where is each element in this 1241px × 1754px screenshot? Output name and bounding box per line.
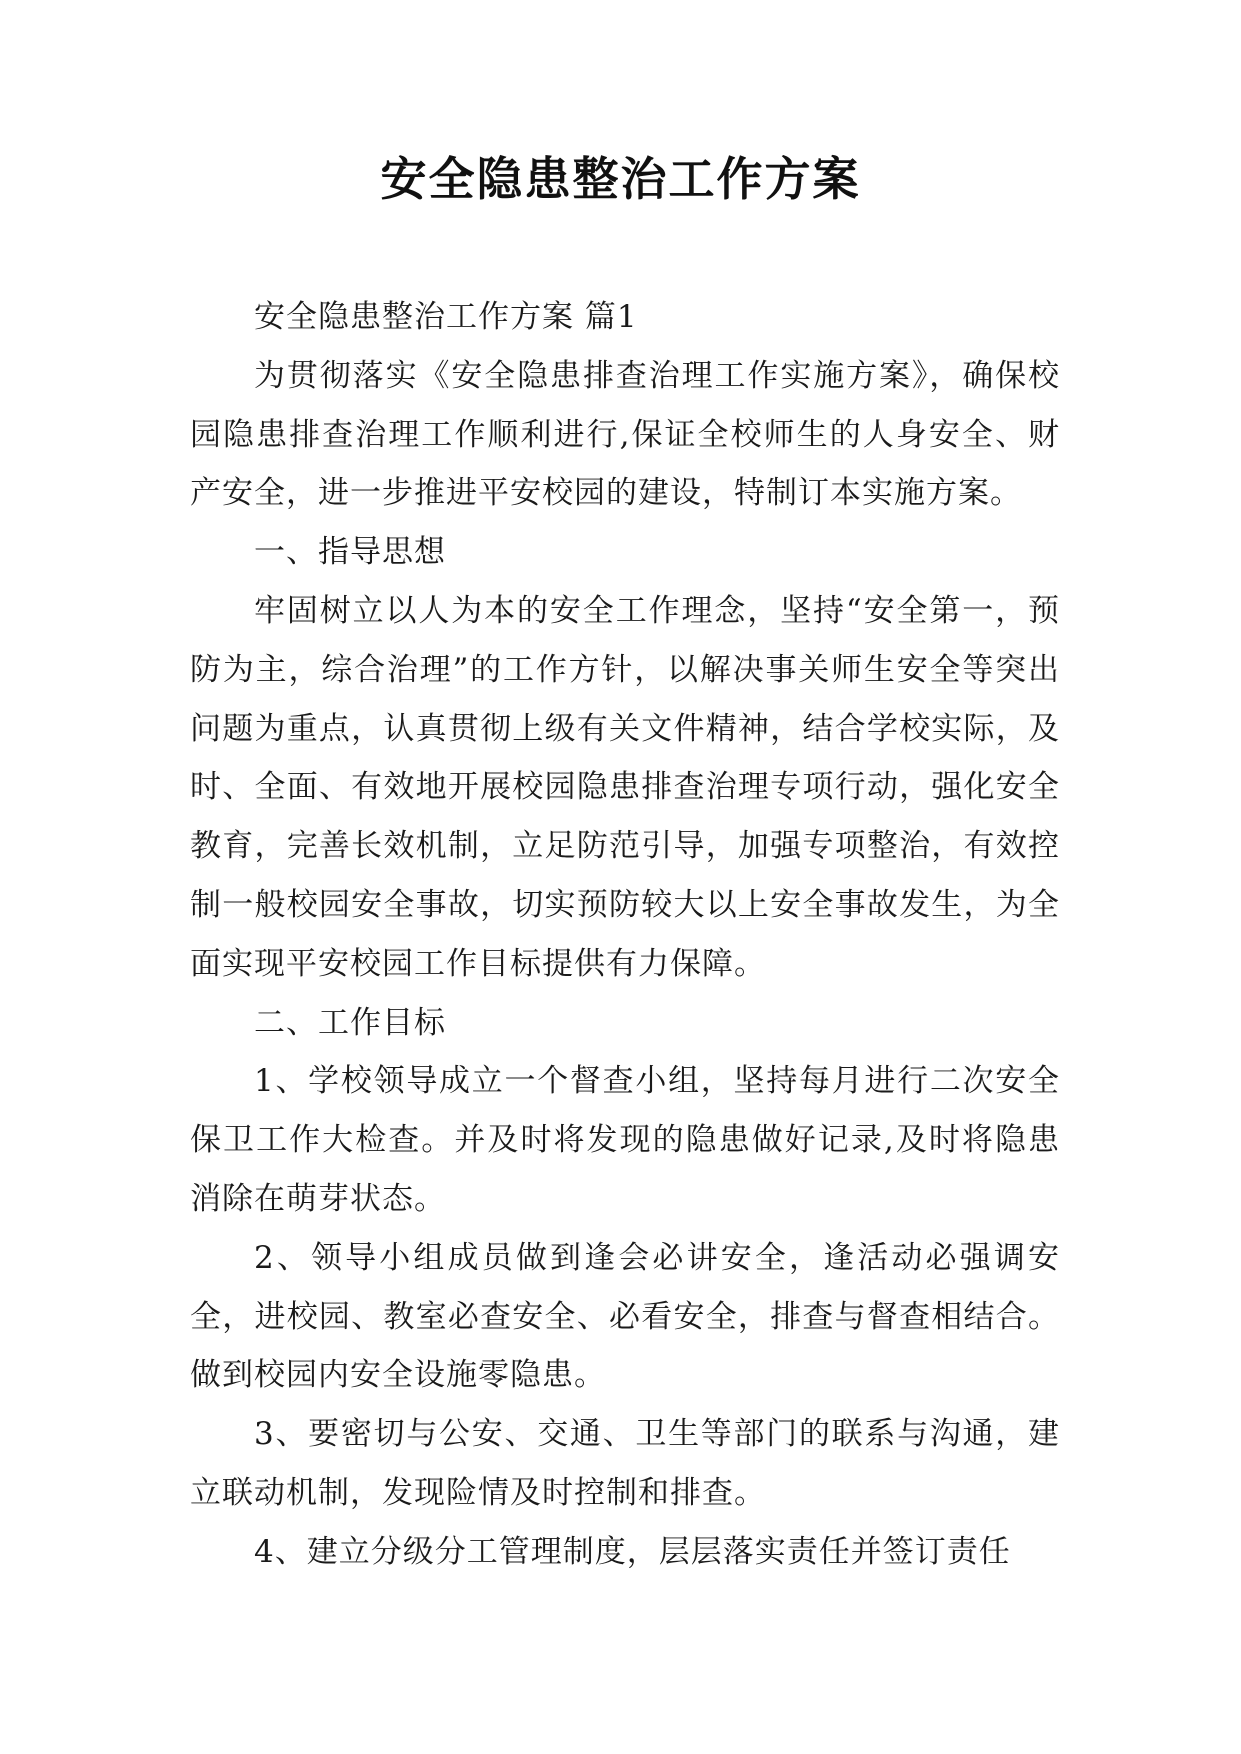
guiding-thought-paragraph: 牢固树立以人为本的安全工作理念，坚持“安全第一，预防为主，综合治理”的工作方针，以解决事关师生安全等突出问题为重点，认真贯彻上级有关文件精神，结合学校实际，及时、全面、有效地开展校园隐患排查治理专项行动，强化安全教育，完善长效机制，立足防范引导，加强专项整治，有效控制一般校园安全事故，切实预防较大以上安全事故发生，为全面实现平安校园工作目标提供有力保障。 bbox=[190, 592, 1060, 982]
goal-item-2: 2、领导小组成员做到逢会必讲安全，逢活动必强调安全，进校园、教室必查安全、必看安全，排查与督查相结合。做到校园内安全设施零隐患。 bbox=[190, 1239, 1060, 1394]
section-heading-part-1: 安全隐患整治工作方案 篇1 bbox=[254, 299, 638, 335]
goal-item-4: 4、建立分级分工管理制度，层层落实责任并签订责任 bbox=[254, 1533, 1011, 1570]
document-body bbox=[190, 288, 1060, 1582]
section-heading-work-goals: 二、工作目标 bbox=[254, 1004, 446, 1041]
section-heading-guiding-thought: 一、指导思想 bbox=[254, 534, 446, 571]
goal-item-1: 1、学校领导成立一个督查小组，坚持每月进行二次安全保卫工作大检查。并及时将发现的隐患做好记录,及时将隐患消除在萌芽状态。 bbox=[190, 1063, 1060, 1217]
document-title: 安全隐患整治工作方案 bbox=[380, 152, 861, 206]
goal-item-3: 3、要密切与公安、交通、卫生等部门的联系与沟通，建立联动机制，发现险情及时控制和排查。 bbox=[190, 1416, 1060, 1511]
intro-paragraph: 为贯彻落实《安全隐患排查治理工作实施方案》，确保校园隐患排查治理工作顺利进行,保证全校师生的人身安全、财产安全，进一步推进平安校园的建设，特制订本实施方案。 bbox=[190, 357, 1060, 512]
